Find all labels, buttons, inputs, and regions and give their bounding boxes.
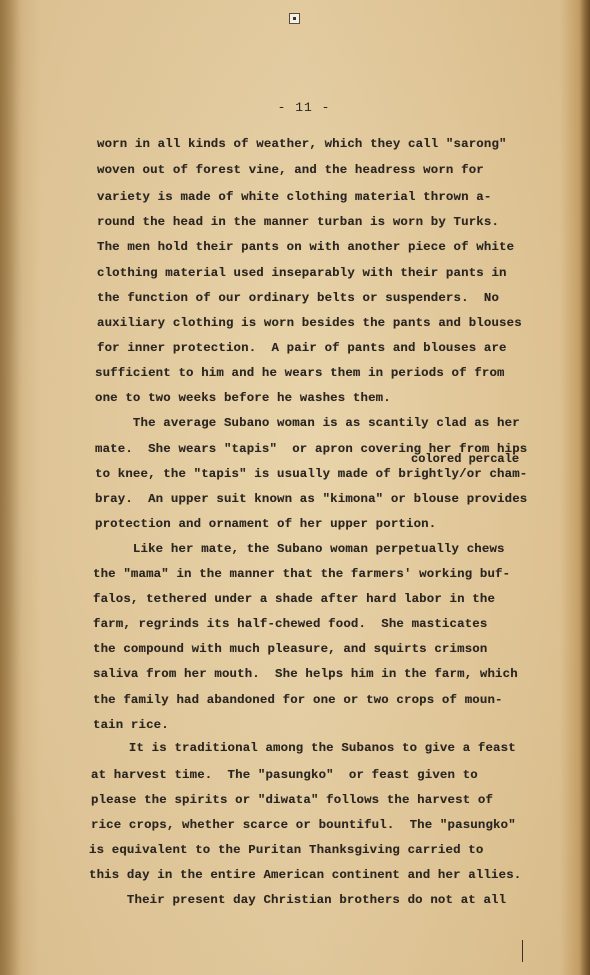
text-line: the family had abandoned for one or two crops of moun- [93, 693, 503, 707]
text-line: protection and ornament of her upper portion. [95, 517, 437, 531]
text-line: this day in the entire American continent and her allies. [89, 868, 522, 882]
text-line: sufficient to him and he wears them in periods of from [95, 366, 505, 380]
text-line: worn in all kinds of weather, which they call "sarong" [97, 137, 507, 151]
binding-shadow [0, 0, 22, 975]
text-line: the function of our ordinary belts or suspenders. No [97, 291, 500, 305]
text-line: farm, regrinds its half-chewed food. She masticates [93, 617, 488, 631]
text-line: woven out of forest vine, and the headress worn for [97, 163, 484, 177]
text-line: the compound with much pleasure, and squirts crimson [93, 642, 488, 656]
text-line: is equivalent to the Puritan Thanksgiving carried to [89, 843, 484, 857]
text-line: clothing material used inseparably with their pants in [97, 266, 507, 280]
interlinear-correction: colored percale [411, 452, 520, 466]
text-line: at harvest time. The "pasungko" or feast given to [91, 768, 478, 782]
text-line: falos, tethered under a shade after hard labor in the [93, 592, 496, 606]
text-line: round the head in the manner turban is worn by Turks. [97, 215, 500, 229]
ink-mark [522, 940, 523, 962]
text-line: Their present day Christian brothers do not at all [89, 893, 507, 907]
text-line: auxiliary clothing is worn besides the pants and blouses [97, 316, 522, 330]
text-line: for inner protection. A pair of pants and blouses are [97, 341, 507, 355]
text-line: Like her mate, the Subano woman perpetually chews [95, 542, 505, 556]
page-edge [580, 0, 590, 975]
text-line: tain rice. [93, 718, 169, 732]
text-line: one to two weeks before he washes them. [95, 391, 391, 405]
text-line: rice crops, whether scarce or bountiful. The "pasungko" [91, 818, 516, 832]
text-line: mate. She wears "tapis" or apron covering her from hips [95, 442, 528, 456]
text-line: please the spirits or "diwata" follows the harvest of [91, 793, 494, 807]
text-line: the "mama" in the manner that the farmers' working buf- [93, 567, 511, 581]
text-line: The men hold their pants on with another piece of white [97, 240, 515, 254]
text-line: to knee, the "tapis" is usually made of brightly/or cham- [95, 467, 528, 481]
text-line: bray. An upper suit known as "kimona" or blouse provides [95, 492, 528, 506]
text-line: variety is made of white clothing material thrown a- [97, 190, 492, 204]
text-line: saliva from her mouth. She helps him in the farm, which [93, 667, 518, 681]
staple-mark [289, 13, 300, 24]
text-line: It is traditional among the Subanos to give a feast [91, 741, 516, 755]
text-line: The average Subano woman is as scantily clad as her [95, 416, 520, 430]
page-number: - 11 - [277, 100, 331, 115]
